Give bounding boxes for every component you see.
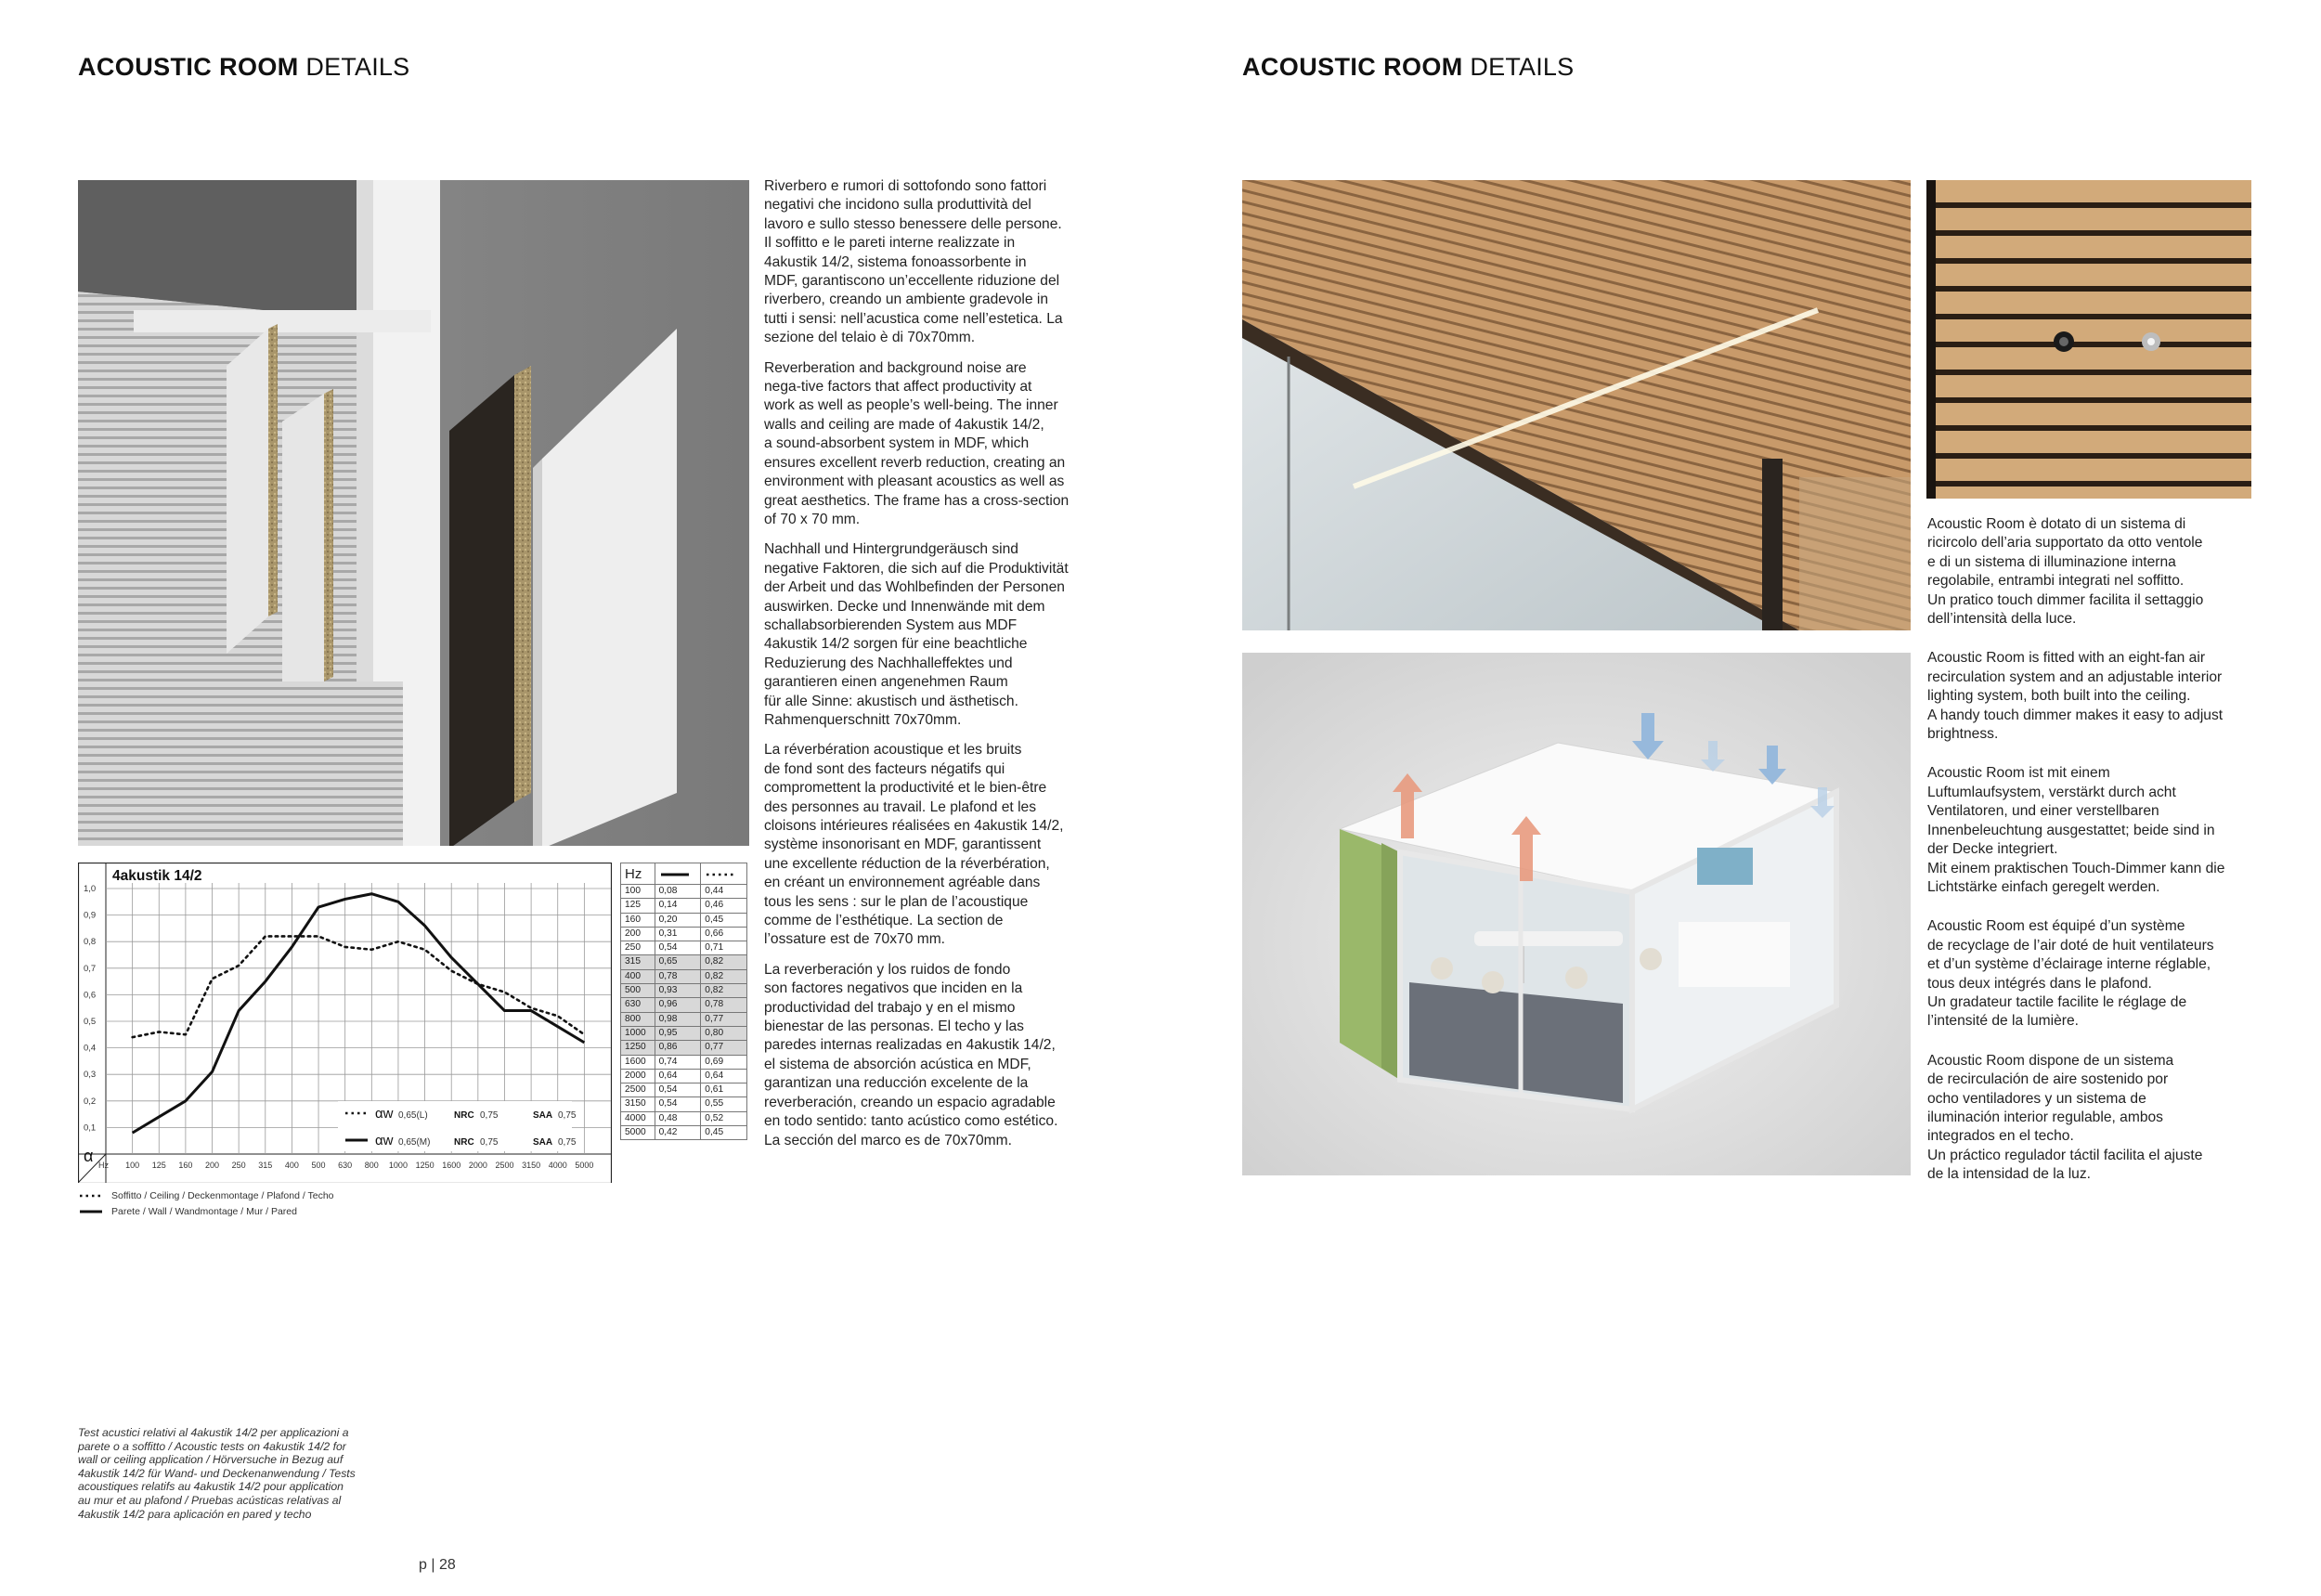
table-cell-hz: 315 [621,955,655,969]
table-cell-wall: 0,54 [655,941,701,955]
chart-title: 4akustik 14/2 [112,868,202,884]
chart-annotations [338,1101,577,1151]
x-tick-label: 630 [338,1161,353,1170]
table-header-row [621,863,747,885]
table-cell-hz: 250 [621,941,655,955]
table-row [621,969,747,983]
y-tick-label: 0,1 [84,1122,97,1134]
table-cell-ceiling: 0,82 [701,969,747,983]
legend-solid-swatch [78,1208,104,1215]
table-cell-ceiling: 0,82 [701,955,747,969]
table-cell-hz: 125 [621,899,655,913]
page-header-left [78,53,409,82]
table-row [621,941,747,955]
legend-solid-label: Parete / Wall / Wandmontage / Mur / Pared [111,1206,297,1217]
right-paragraph-fr: Acoustic Room est équipé d’un système de recyclage de l’air doté de huit ventilateurs et d’un système d’éclairage interne réglable, tous deux intégrés dans le plafond. Un gradateur tactile facilite le réglage de l’intensité de la lumière. [1927,918,2214,1030]
table-cell-ceiling: 0,82 [701,984,747,998]
page-header-right [1242,53,1574,82]
ceiling-photo [1242,180,1911,630]
table-header-dotted [701,863,747,885]
table-row [621,1069,747,1083]
y-tick-label: 0,6 [84,990,97,1001]
table-cell-hz: 4000 [621,1111,655,1125]
table-row [621,1055,747,1069]
y-tick-label: 0,2 [84,1096,97,1107]
legend-dotted-label: Soffitto / Ceiling / Deckenmontage / Plafond / Techo [111,1190,334,1201]
chart-x-label: Hz [98,1161,109,1170]
table-row [621,1012,747,1026]
table-cell-hz: 630 [621,998,655,1012]
paragraph-it: Riverbero e rumori di sottofondo sono fattori negativi che incidono sulla produttività del lavoro e sullo stesso benessere delle persone. Il soffitto e le pareti interne realizzate in 4akustik 14/2, sistema fonoassorbente in MDF, garantiscono un’eccellente riduzione del riverbero, creando un ambiente gradevole in tutti i sensi: nell’acustica come nell’estetica. La sezione del telaio è di 70x70mm. [764,178,1063,346]
annotation-dotted-alpha: αw [375,1106,394,1122]
table-cell-hz: 500 [621,984,655,998]
table-cell-ceiling: 0,45 [701,913,747,927]
table-row [621,899,747,913]
annotation-solid-nrc: 0,75 [480,1137,499,1148]
table-cell-wall: 0,98 [655,1012,701,1026]
table-cell-wall: 0,64 [655,1069,701,1083]
table-row [621,1041,747,1055]
table-cell-wall: 0,95 [655,1026,701,1040]
table-cell-wall: 0,42 [655,1126,701,1140]
y-tick-label: 0,4 [84,1043,97,1054]
x-tick-label: 200 [205,1161,220,1170]
table-cell-wall: 0,65 [655,955,701,969]
absorption-chart [78,863,612,1183]
annotation-solid-saa-label: SAA [533,1137,553,1148]
room-render-illustration [1242,653,1911,1175]
table-cell-hz: 2500 [621,1083,655,1097]
table-cell-ceiling: 0,61 [701,1083,747,1097]
table-row [621,955,747,969]
annotation-solid-nrc-label: NRC [454,1137,474,1148]
table-cell-hz: 1600 [621,1055,655,1069]
room-render [1242,653,1911,1175]
annotation-solid-alpha: αw [375,1133,394,1148]
table-cell-wall: 0,48 [655,1111,701,1125]
absorption-table [620,863,747,1140]
paragraph-en: Reverberation and background noise are nega-tive factors that affect productivity at work as well as people’s well-being. The inner walls and ceiling are made of 4akustik 14/2, a sound-absorbent system in MDF, which ensures excellent reverb reduction, creating an environment with pleasant acoustics as well as great aesthetics. The frame has a cross-section of 70 x 70 mm. [764,359,1070,527]
annotation-dotted-nrc-label: NRC [454,1110,474,1121]
table-row [621,927,747,941]
header-bold: ACOUSTIC ROOM [78,53,299,81]
y-tick-label: 0,8 [84,937,97,948]
table-cell-ceiling: 0,46 [701,899,747,913]
table-cell-hz: 2000 [621,1069,655,1083]
annotation-dotted-value: 0,65(L) [398,1110,428,1121]
table-cell-ceiling: 0,45 [701,1126,747,1140]
right-paragraph-it: Acoustic Room è dotato di un sistema di ricircolo dell’aria supportato da otto ventole e di un sistema di illuminazione interna regolabile, entrambi integrati nel soffitto. Un pratico touch dimmer facilita il settaggio dell’intensità della luce. [1927,516,2204,628]
left-text-column [764,177,1108,1161]
chart-legend [78,1190,334,1217]
table-header-solid [655,863,701,885]
dimmer-detail-photo [1926,180,2251,499]
x-tick-label: 160 [178,1161,193,1170]
table-row [621,984,747,998]
right-paragraph-en: Acoustic Room is fitted with an eight-fan air recirculation system and an adjustable interior lighting system, both built into the ceiling. A handy touch dimmer makes it easy to adjust brightness. [1927,650,2224,743]
table-cell-wall: 0,78 [655,969,701,983]
table-cell-ceiling: 0,52 [701,1111,747,1125]
table-body [621,885,747,1140]
paragraph-fr: La réverbération acoustique et les bruits de fond sont des facteurs négatifs qui compromettent la productivité et le bien-être des personnes au travail. Le plafond et les cloisons intérieures réalisées en 4akustik 14/2, système insonorisant en MDF, garantissent une excellente réduction de la réverbération, en créant un environnement agréable dans tous les sens : sur le plan de l’acoustique comme de l’esthétique. La section de l’ossature est de 70x70 mm. [764,742,1064,948]
x-tick-label: 800 [364,1161,379,1170]
x-tick-label: 1600 [442,1161,461,1170]
table-cell-wall: 0,08 [655,885,701,899]
table-cell-hz: 200 [621,927,655,941]
table-cell-ceiling: 0,77 [701,1012,747,1026]
y-tick-label: 0,5 [84,1017,97,1027]
legend-solid [78,1206,334,1217]
table-row [621,913,747,927]
table-cell-ceiling: 0,64 [701,1069,747,1083]
table-row [621,1026,747,1040]
legend-dotted-swatch [78,1192,104,1200]
x-tick-label: 2500 [495,1161,514,1170]
table-cell-hz: 100 [621,885,655,899]
x-tick-label: 400 [284,1161,299,1170]
table-cell-hz: 3150 [621,1097,655,1111]
y-tick-label: 0,9 [84,910,97,921]
table-row [621,1097,747,1111]
panel-detail-illustration [78,180,749,846]
paragraph-de: Nachhall und Hintergrundgeräusch sind negative Faktoren, die sich auf die Produktivität der Arbeit und das Wohlbefinden der Personen auswirken. Decke und Innenwände mit dem schallabsorbierenden System aus MDF 4akustik 14/2 sorgen für eine beachtliche Reduzierung des Nachhalleffektes und garantieren einen angenehmen Raum für alle Sinne: akustisch und ästhetisch. Rahmenquerschnitt 70x70mm. [764,541,1069,728]
table-cell-wall: 0,93 [655,984,701,998]
table-cell-ceiling: 0,44 [701,885,747,899]
table-cell-ceiling: 0,71 [701,941,747,955]
legend-dotted [78,1190,334,1201]
table-cell-ceiling: 0,66 [701,927,747,941]
table-row [621,1126,747,1140]
table-cell-hz: 160 [621,913,655,927]
table-row [621,1111,747,1125]
table-cell-wall: 0,54 [655,1083,701,1097]
annotation-solid-saa: 0,75 [558,1137,577,1148]
x-tick-label: 100 [125,1161,140,1170]
dimmer-illustration [1926,180,2251,499]
x-tick-label: 5000 [575,1161,594,1170]
table-cell-hz: 400 [621,969,655,983]
panel-detail-photo [78,180,749,846]
test-caption: Test acustici relativi al 4akustik 14/2 per applicazioni a parete o a soffitto / Acoustic tests on 4akustik 14/2 for wall or ceiling application / Hörversuche in Bezug auf 4akustik 14/2 für Wand- und Deckenanwendung / Tests acoustiques relatifs au 4akustik 14/2 pour application au mur et au plafond / Pruebas acústicas relativas al 4akustik 14/2 para aplicación en pared y techo [78,1426,356,1521]
table-row [621,998,747,1012]
header-light-right: DETAILS [1470,53,1575,81]
table-cell-hz: 1000 [621,1026,655,1040]
table-cell-wall: 0,20 [655,913,701,927]
paragraph-es: La reverberación y los ruidos de fondo son factores negativos que inciden en la productividad del trabajo y en el mismo bienestar de las personas. El techo y las paredes internas realizadas en 4akustik 14/2, el sistema de absorción acústica en MDF, garantizan una reducción excelente de la reverberación, creando un espacio agradable en todo sentido: tanto acústico como estético. La sección del marco es de 70x70mm. [764,961,1058,1148]
annotation-dotted-saa: 0,75 [558,1110,577,1121]
x-tick-label: 500 [311,1161,326,1170]
table-cell-ceiling: 0,77 [701,1041,747,1055]
table-cell-ceiling: 0,80 [701,1026,747,1040]
table-cell-ceiling: 0,55 [701,1097,747,1111]
x-tick-label: 1250 [415,1161,434,1170]
x-tick-label: 125 [151,1161,166,1170]
table-cell-hz: 5000 [621,1126,655,1140]
header-light: DETAILS [305,53,410,81]
right-paragraph-de: Acoustic Room ist mit einem Luftumlaufsystem, verstärkt durch acht Ventilatoren, und einer verstellbaren Innenbeleuchtung ausgestattet; beide sind in der Decke integriert. Mit einem praktischen Touch-Dimmer kann die Lichtstärke einfach geregelt werden. [1927,765,2225,895]
annotation-solid-value: 0,65(M) [398,1137,431,1148]
ceiling-illustration [1242,180,1911,630]
x-tick-label: 3150 [522,1161,541,1170]
page-number: p | 28 [419,1557,456,1573]
y-tick-label: 1,0 [84,884,97,894]
table-cell-wall: 0,31 [655,927,701,941]
table-cell-wall: 0,86 [655,1041,701,1055]
annotation-dotted-saa-label: SAA [533,1110,553,1121]
table-cell-hz: 1250 [621,1041,655,1055]
x-tick-label: 4000 [548,1161,567,1170]
x-tick-label: 1000 [388,1161,408,1170]
table-row [621,885,747,899]
header-bold-right: ACOUSTIC ROOM [1242,53,1463,81]
chart-y-label: α [84,1147,94,1165]
y-tick-label: 0,3 [84,1070,97,1081]
y-tick-label: 0,7 [84,963,97,974]
right-text-column [1927,515,2266,1205]
table-cell-wall: 0,96 [655,998,701,1012]
x-tick-label: 315 [258,1161,273,1170]
table-cell-wall: 0,74 [655,1055,701,1069]
table-cell-ceiling: 0,69 [701,1055,747,1069]
table-cell-wall: 0,14 [655,899,701,913]
table-cell-ceiling: 0,78 [701,998,747,1012]
table-row [621,1083,747,1097]
table-cell-hz: 800 [621,1012,655,1026]
annotation-dotted-nrc: 0,75 [480,1110,499,1121]
x-tick-label: 2000 [468,1161,487,1170]
table-header-hz: Hz [621,863,655,885]
x-tick-label: 250 [231,1161,246,1170]
right-paragraph-es: Acoustic Room dispone de un sistema de recirculación de aire sostenido por ocho ventiladores y un sistema de iluminación interior regulable, ambos integrados en el techo. Un práctico regulador táctil facilita el ajuste de la intensidad de la luz. [1927,1052,2203,1183]
table-cell-wall: 0,54 [655,1097,701,1111]
